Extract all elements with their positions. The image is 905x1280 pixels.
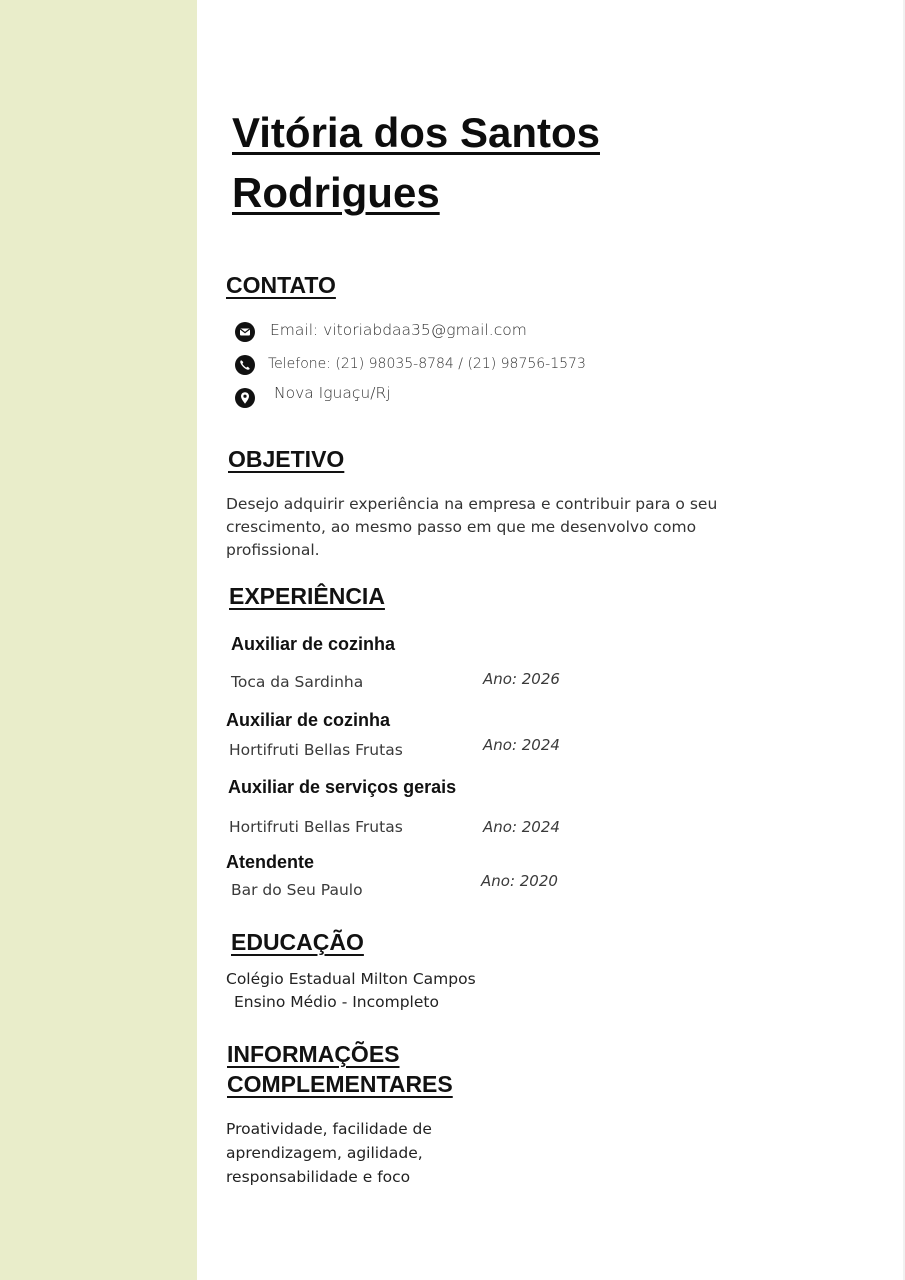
job-title: Auxiliar de serviços gerais [228,777,457,797]
job-title: Auxiliar de cozinha [231,634,396,654]
experience-heading: EXPERIÊNCIA [229,583,385,609]
name-line-2: Rodrigues [232,169,440,216]
education-heading: EDUCAÇÃO [231,929,364,955]
name-line-1: Vitória dos Santos [232,109,600,156]
objective-heading: OBJETIVO [228,446,345,472]
education-level: Ensino Médio - Incompleto [234,993,439,1011]
additional-info-heading: INFORMAÇÕES COMPLEMENTARES [227,1041,453,1097]
job-company: Bar do Seu Paulo [231,881,363,899]
job-year: Ano: 2026 [483,670,560,688]
mail-icon [235,322,255,342]
location-pin-icon [235,388,255,408]
contact-location: Nova Iguaçu/Rj [274,384,391,402]
job-title: Atendente [226,852,315,872]
job-title: Auxiliar de cozinha [226,710,391,730]
job-company: Hortifruti Bellas Frutas [229,818,403,836]
contact-phone: Telefone: (21) 98035-8784 / (21) 98756-1573 [268,356,586,372]
job-company: Hortifruti Bellas Frutas [229,741,403,759]
contact-heading: CONTATO [226,272,336,298]
objective-text: Desejo adquirir experiência na empresa e contribuir para o seu crescimento, ao mesmo passo em que me desenvolvo como profissional. [226,495,718,559]
job-year: Ano: 2020 [481,872,558,890]
phone-icon [235,355,255,375]
sidebar-panel [0,0,197,1280]
job-year: Ano: 2024 [483,818,560,836]
job-company: Toca da Sardinha [231,673,364,691]
additional-info-text: Proatividade, facilidade de aprendizagem, agilidade, responsabilidade e foco [226,1120,432,1186]
contact-email: Email: vitoriabdaa35@gmail.com [270,321,527,339]
job-year: Ano: 2024 [483,736,560,754]
education-school: Colégio Estadual Milton Campos [226,970,476,988]
